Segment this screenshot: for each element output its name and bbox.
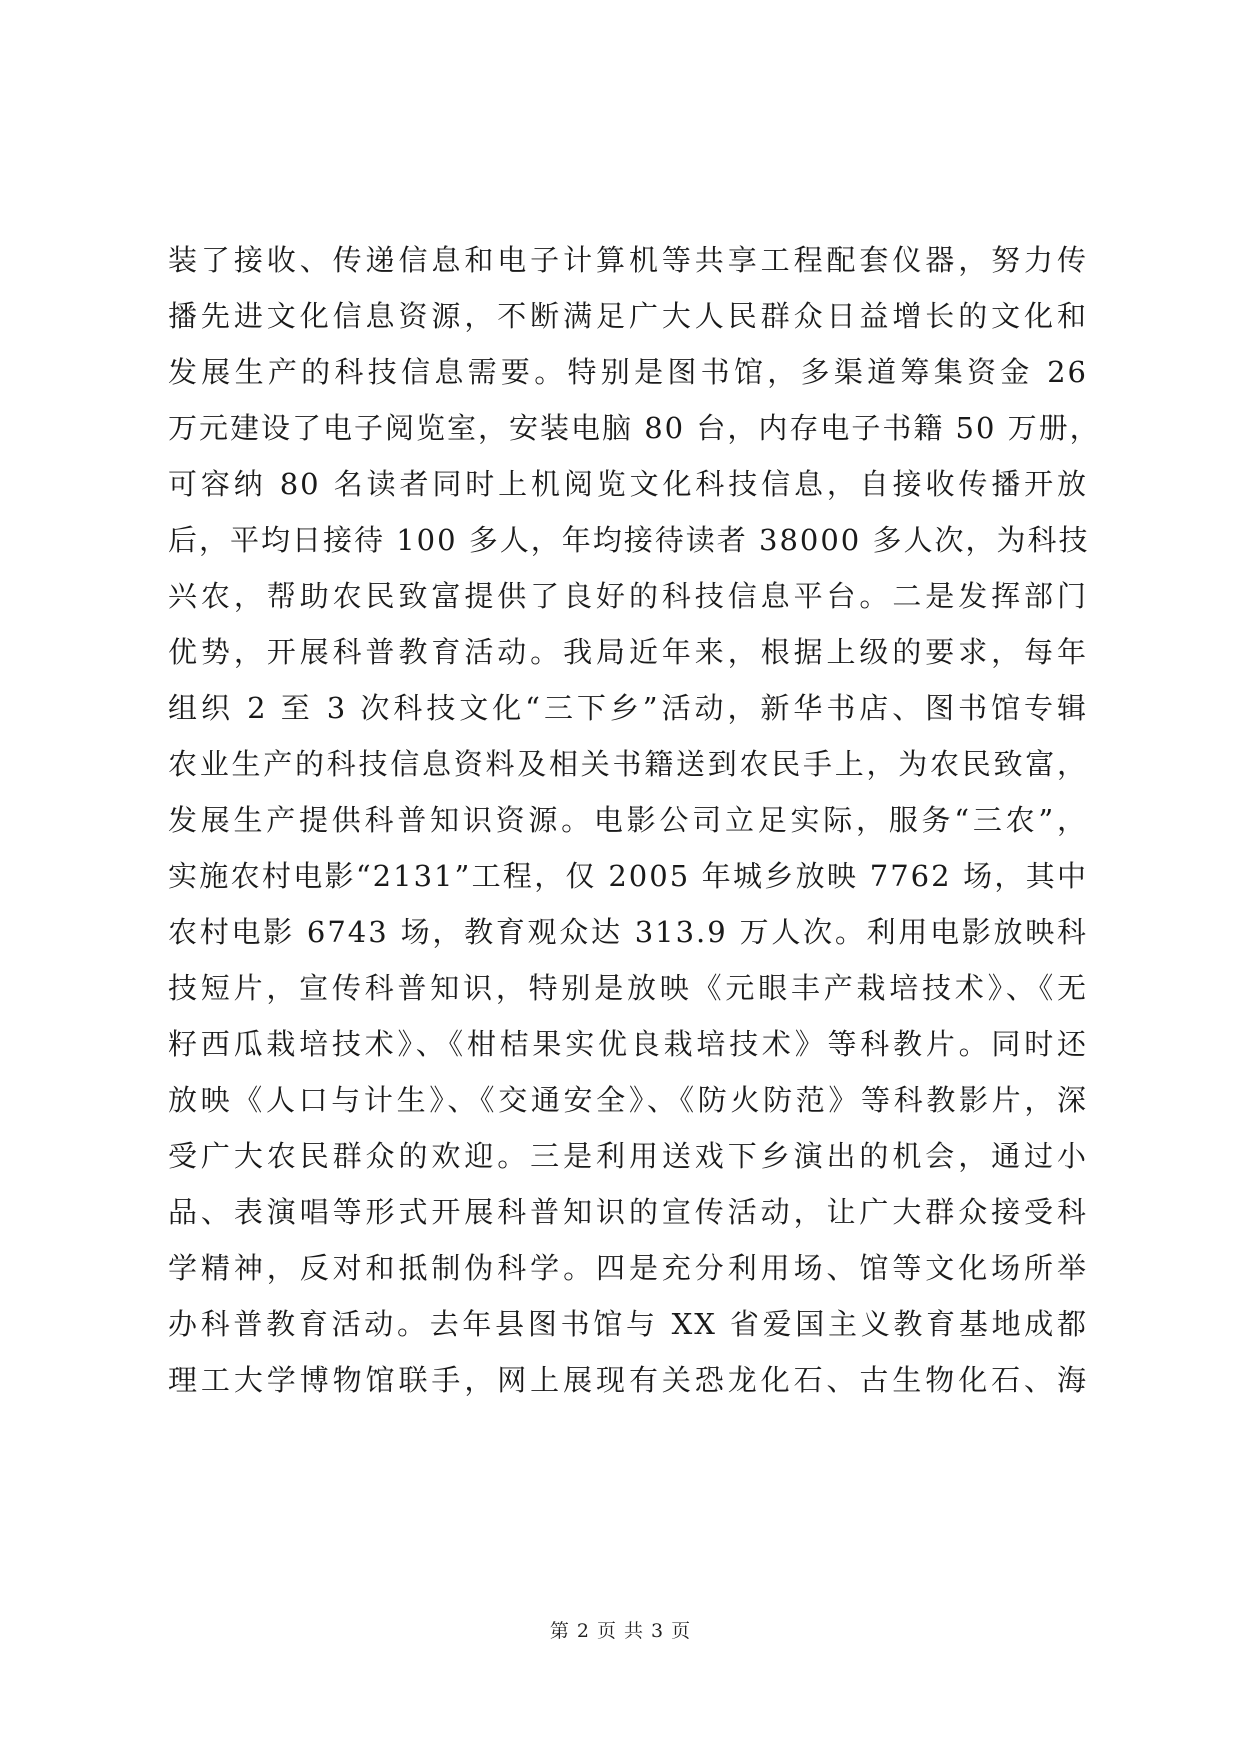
text-line: 播先进文化信息资源，不断满足广大人民群众日益增长的文化和 (168, 299, 1088, 333)
text-line: 可容纳 80 名读者同时上机阅览文化科技信息，自接收传播开放 (168, 467, 1088, 501)
text-line: 兴农，帮助农民致富提供了良好的科技信息平台。二是发挥部门 (168, 579, 1088, 613)
text-line: 学精神，反对和抵制伪科学。四是充分利用场、馆等文化场所举 (168, 1251, 1088, 1285)
text-line: 优势，开展科普教育活动。我局近年来，根据上级的要求，每年 (168, 635, 1088, 669)
text-line: 籽西瓜栽培技术》、《柑桔果实优良栽培技术》等科教片。同时还 (168, 1027, 1088, 1061)
text-line: 办科普教育活动。去年县图书馆与 XX 省爱国主义教育基地成都 (168, 1307, 1088, 1341)
text-line: 农业生产的科技信息资料及相关书籍送到农民手上，为农民致富， (168, 747, 1088, 781)
text-line: 受广大农民群众的欢迎。三是利用送戏下乡演出的机会，通过小 (168, 1139, 1088, 1173)
text-line: 装了接收、传递信息和电子计算机等共享工程配套仪器，努力传 (168, 243, 1088, 277)
text-line: 技短片，宣传科普知识，特别是放映《元眼丰产栽培技术》、《无 (168, 971, 1088, 1005)
text-line: 理工大学博物馆联手，网上展现有关恐龙化石、古生物化石、海 (168, 1363, 1088, 1397)
page-number-footer: 第 2 页 共 3 页 (549, 1620, 692, 1642)
text-line: 组织 2 至 3 次科技文化“三下乡”活动，新华书店、图书馆专辑 (168, 691, 1088, 725)
text-line: 实施农村电影“2131”工程，仅 2005 年城乡放映 7762 场，其中 (168, 859, 1088, 893)
text-line: 发展生产提供科普知识资源。电影公司立足实际，服务“三农”， (168, 803, 1088, 837)
body-text (168, 232, 1101, 1408)
text-line: 后，平均日接待 100 多人，年均接待读者 38000 多人次，为科技 (168, 523, 1090, 557)
text-line: 农村电影 6743 场，教育观众达 313.9 万人次。利用电影放映科 (168, 915, 1088, 949)
text-line: 万元建设了电子阅览室，安装电脑 80 台，内存电子书籍 50 万册， (168, 411, 1101, 445)
text-line: 品、表演唱等形式开展科普知识的宣传活动，让广大群众接受科 (168, 1195, 1088, 1229)
text-line: 发展生产的科技信息需要。特别是图书馆，多渠道筹集资金 26 (168, 355, 1088, 389)
text-line: 放映《人口与计生》、《交通安全》、《防火防范》等科教影片，深 (168, 1083, 1088, 1117)
